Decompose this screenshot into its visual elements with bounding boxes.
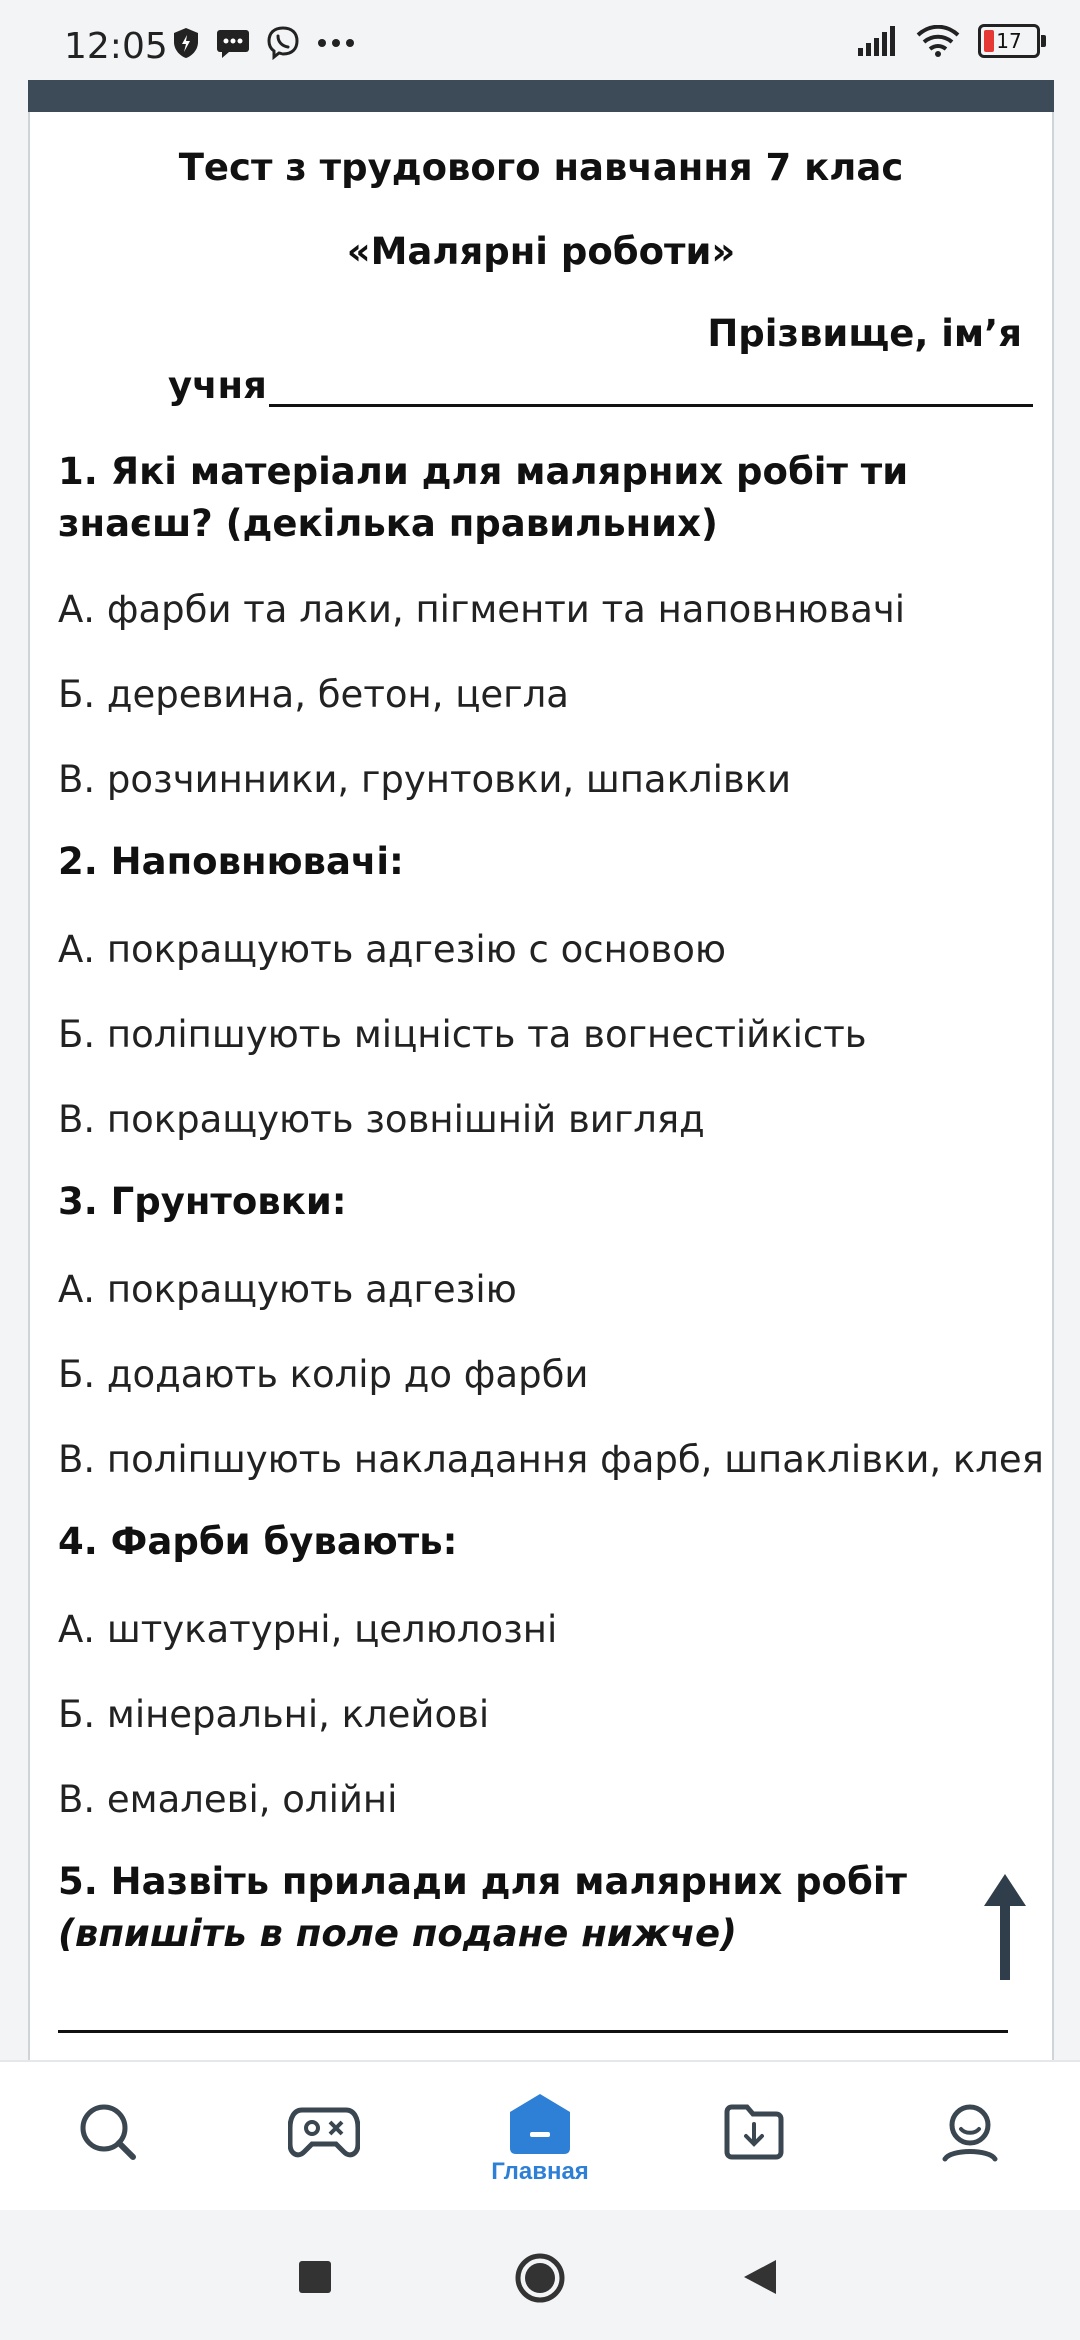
nav-profile[interactable] <box>930 2092 1010 2172</box>
chat-icon <box>216 27 250 59</box>
search-icon <box>77 2101 139 2163</box>
student-name-field <box>168 364 1033 407</box>
profile-icon <box>939 2101 1001 2163</box>
shield-flash-icon <box>172 27 200 59</box>
nav-home-label: Главная <box>491 2158 589 2185</box>
more-dots-icon <box>316 37 356 49</box>
question-5-text: 5. Назвіть прилади для малярних робіт <box>58 1860 907 1903</box>
question-4: 4. Фарби бувають: <box>58 1520 458 1563</box>
home-button-icon[interactable] <box>514 2252 566 2304</box>
question-4-option-b: Б. мінеральні, клейові <box>58 1693 490 1736</box>
bottom-navigation <box>0 2060 1080 2212</box>
home-icon <box>508 2092 572 2156</box>
question-3: 3. Грунтовки: <box>58 1180 347 1223</box>
answer-field-line[interactable] <box>58 2030 1008 2033</box>
document-title: Тест з трудового навчання 7 клас <box>178 146 904 189</box>
nav-downloads[interactable] <box>714 2092 794 2172</box>
system-navigation-bar <box>0 2210 1080 2340</box>
question-5 <box>58 1856 1018 1960</box>
question-1-option-c: В. розчинники, грунтовки, шпаклівки <box>58 758 792 801</box>
status-icons-right <box>856 24 1040 58</box>
question-2: 2. Наповнювачі: <box>58 840 404 883</box>
question-1-option-b: Б. деревина, бетон, цегла <box>58 673 569 716</box>
recent-apps-icon[interactable] <box>298 2260 332 2294</box>
scroll-to-top-icon[interactable] <box>980 1872 1030 1982</box>
status-icons-left <box>172 26 356 60</box>
document-page[interactable] <box>28 112 1054 2060</box>
question-3-option-c: В. поліпшують накладання фарб, шпаклівки, клея <box>58 1438 1044 1481</box>
download-folder-icon <box>723 2104 785 2160</box>
student-name-prefix: учня <box>168 364 267 407</box>
question-1: 1. Які матеріали для малярних робіт ти знаєш? (декілька правильних) <box>58 450 909 545</box>
question-2-option-b: Б. поліпшують міцність та вогнестійкість <box>58 1013 867 1056</box>
question-5-note: (впишіть в поле подане нижче) <box>58 1912 737 1955</box>
question-4-option-c: В. емалеві, олійні <box>58 1778 398 1821</box>
question-3-option-b: Б. додають колір до фарби <box>58 1353 589 1396</box>
student-name-underline <box>269 370 1033 407</box>
back-button-icon[interactable] <box>742 2258 778 2296</box>
battery-icon <box>978 24 1040 58</box>
document-header-bar <box>28 80 1054 112</box>
viber-icon <box>266 26 300 60</box>
status-time: 12:05 <box>64 26 168 67</box>
document-subtitle: «Малярні роботи» <box>346 230 736 273</box>
question-2-option-a: А. покращують адгезію с основою <box>58 928 727 971</box>
wifi-icon <box>916 25 960 57</box>
question-3-option-a: А. покращують адгезію <box>58 1268 517 1311</box>
battery-level: 17 <box>996 29 1022 53</box>
signal-icon <box>856 26 898 56</box>
question-1-option-a: А. фарби та лаки, пігменти та наповнювачі <box>58 588 906 631</box>
student-name-label: Прізвище, ім’я <box>707 312 1022 355</box>
question-4-option-a: А. штукатурні, целюлозні <box>58 1608 558 1651</box>
question-2-option-c: В. покращують зовнішній вигляд <box>58 1098 705 1141</box>
nav-home[interactable] <box>500 2084 580 2164</box>
gamepad-icon <box>288 2104 360 2160</box>
status-bar <box>0 0 1080 80</box>
